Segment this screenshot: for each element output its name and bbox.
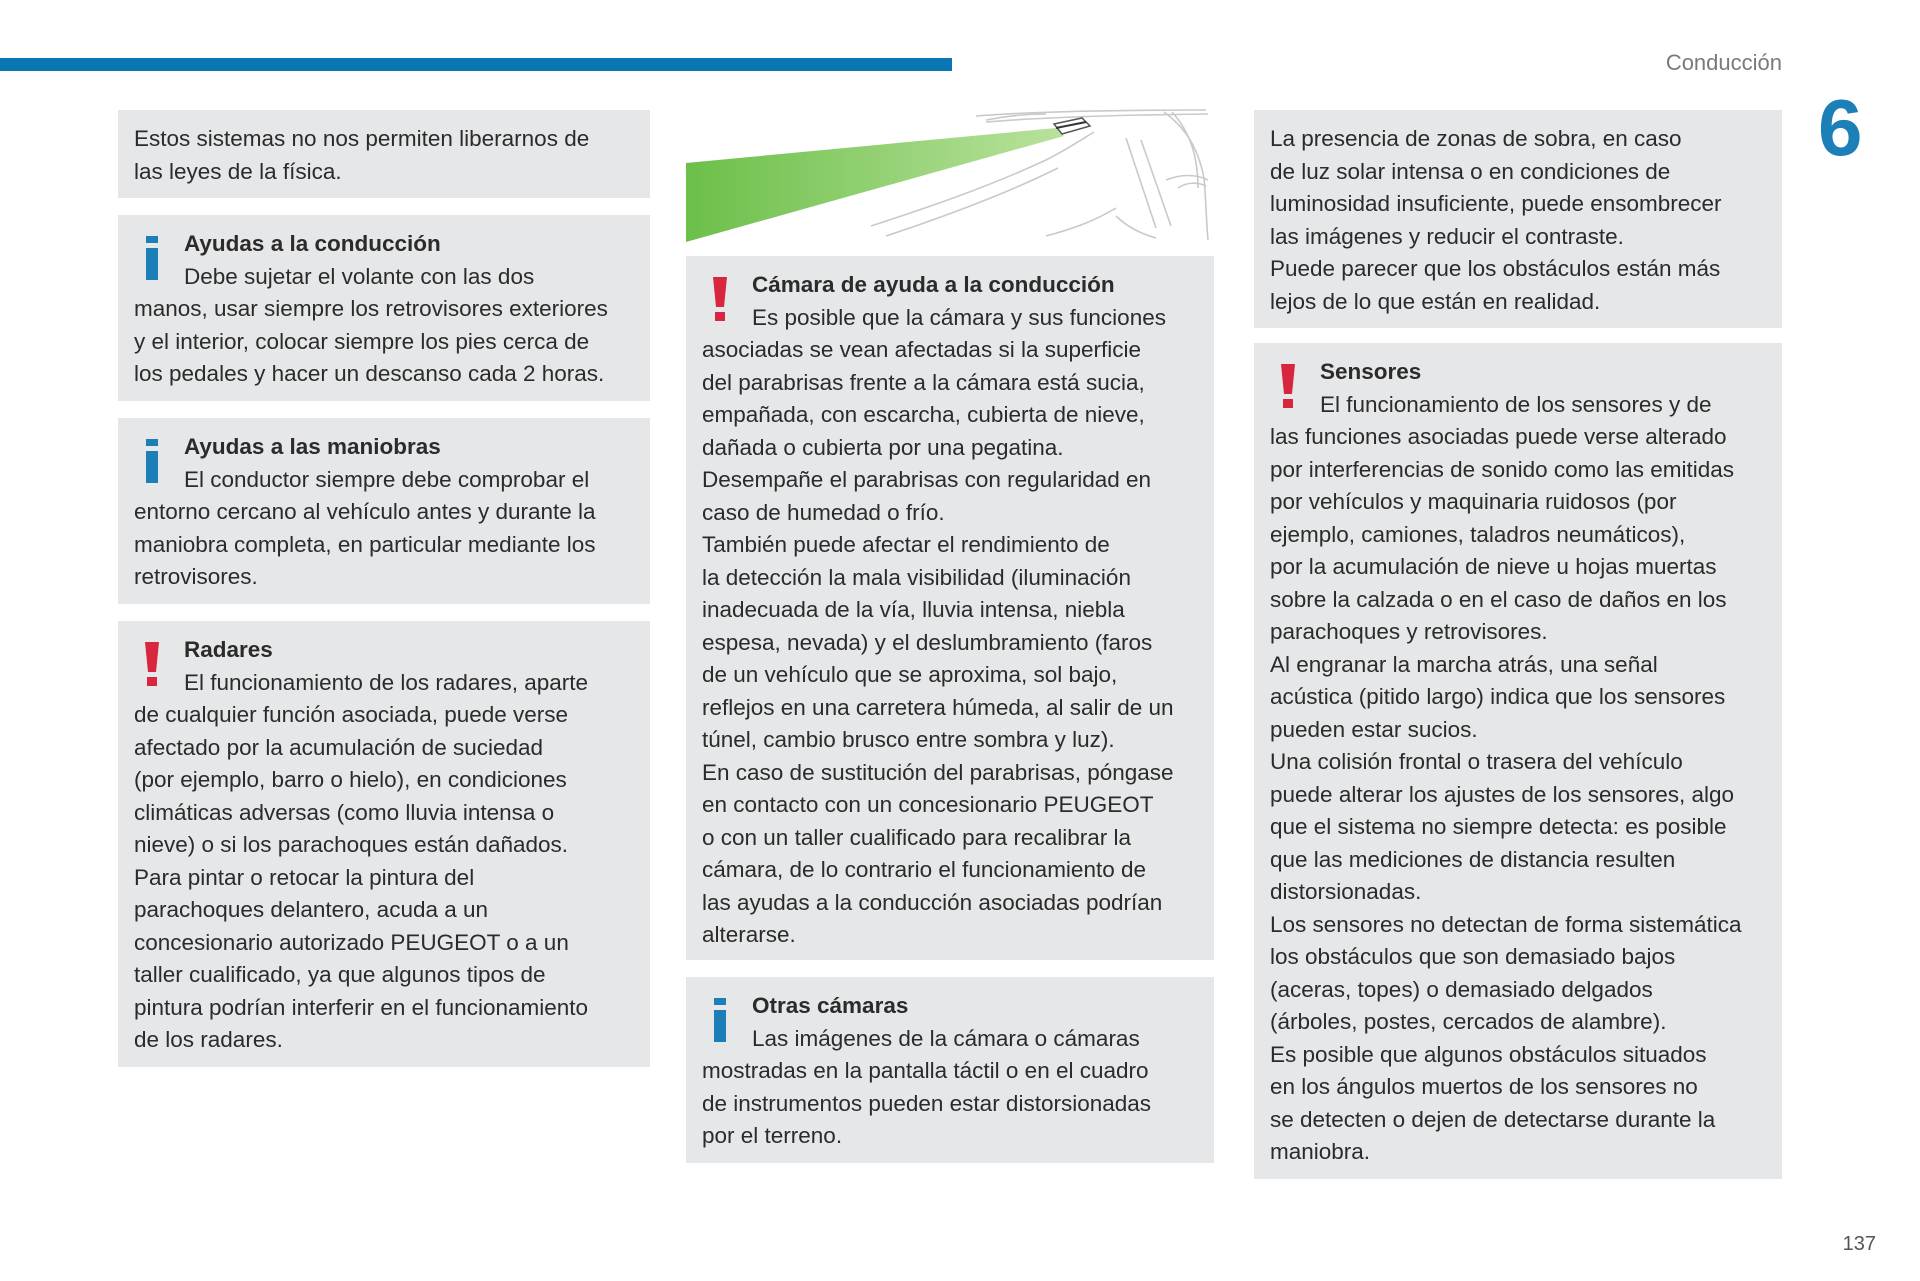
page-number: 137 [1842,1233,1876,1255]
note-physics-text: Estos sistemas no nos permiten liberarnos de las leyes de la física. [134,126,590,184]
driving-aids-text: manos, usar siempre los retrovisores exteriores y el interior, colocar siempre los pies cerca de los pedales y hacer un descanso cada 2 horas. [134,296,608,386]
camera-first-line: Es posible que la cámara y sus funciones [752,304,1166,330]
header-accent-bar [0,58,952,71]
camera-box [686,256,1214,960]
shadows-text: La presencia de zonas de sobra, en caso de luz solar intensa o en condiciones de luminosidad insuficiente, puede ensombrecer las imágenes y reducir el contraste. Puede parecer que los obstáculos están más lejos de lo que están en realidad. [1270,126,1722,314]
chapter-number: 6 [1818,83,1863,172]
warning-icon [710,274,730,324]
warning-icon [1278,361,1298,411]
note-physics-box [118,110,650,198]
driving-aids-first-line: Debe sujetar el volante con las dos [184,263,535,289]
radars-title: Radares [184,637,273,662]
windshield-camera-illustration [686,108,1212,242]
radars-box [118,621,650,1067]
maneuver-aids-box [118,418,650,604]
maneuver-aids-title: Ayudas a las maniobras [184,434,441,459]
other-cameras-title: Otras cámaras [752,993,909,1018]
shadows-box [1254,110,1782,328]
info-icon [142,233,162,283]
section-title: Conducción [1665,50,1782,75]
driving-aids-title: Ayudas a la conducción [184,231,441,256]
info-icon [142,436,162,486]
maneuver-aids-text: entorno cercano al vehículo antes y durante la maniobra completa, en particular mediante los retrovisores. [134,499,596,589]
camera-title: Cámara de ayuda a la conducción [752,272,1115,297]
other-cameras-box [686,977,1214,1163]
radars-first-line: El funcionamiento de los radares, aparte [184,669,588,695]
sensors-title: Sensores [1320,359,1422,384]
radars-text: de cualquier función asociada, puede verse afectado por la acumulación de suciedad (por ejemplo, barro o hielo), en condiciones climáticas adversas (como lluvia intensa o nieve) o si los parachoques están dañados. Para pintar o retocar la pintura del parachoques delantero, acuda a un concesionario autorizado PEUGEOT o a un taller cualificado, ya que algunos tipos de pintura podrían interferir en el funcionamiento de los radares. [134,702,589,1052]
driving-aids-box [118,215,650,401]
other-cameras-text: mostradas en la pantalla táctil o en el cuadro de instrumentos pueden estar distorsionadas por el terreno. [702,1058,1152,1148]
maneuver-aids-first-line: El conductor siempre debe comprobar el [184,466,590,492]
sensors-box [1254,343,1782,1179]
camera-text: asociadas se vean afectadas si la superficie del parabrisas frente a la cámara está sucia, empañada, con escarcha, cubierta de nieve, dañada o cubierta por una pegatina. Desempañe el parabrisas con regularidad en caso de humedad o frío. También puede afectar el rendimiento de la detección la mala visibilidad (iluminación inadecuada de la vía, lluvia intensa, niebla espesa, nevada) y el deslumbramiento (faros de un vehículo que se aproxima, sol bajo, reflejos en una carretera húmeda, al salir de un túnel, cambio brusco entre sombra y luz). En caso de sustitución del parabrisas, póngase en contacto con un concesionario PEUGEOT o con un taller cualificado para recalibrar la cámara, de lo contrario el funcionamiento de las ayudas a la conducción asociadas podrían alterarse. [702,337,1174,947]
sensors-text: las funciones asociadas puede verse alterado por interferencias de sonido como las emitidas por vehículos y maquinaria ruidosos (por ejemplo, camiones, taladros neumáticos), por la acumulación de nieve u hojas muertas sobre la calzada o en el caso de daños en los parachoques y retrovisores. Al engranar la marcha atrás, una señal acústica (pitido largo) indica que los sensores pueden estar sucios. Una colisión frontal o trasera del vehículo puede alterar los ajustes de los sensores, algo que el sistema no siempre detecta: es posible que las mediciones de distancia resulten distorsionadas. Los sensores no detectan de forma sistemática los obstáculos que son demasiado bajos (aceras, topes) o demasiado delgados (árboles, postes, cercados de alambre). Es posible que algunos obstáculos situados en los ángulos muertos de los sensores no se detecten o dejen de detectarse durante la maniobra. [1270,424,1742,1164]
other-cameras-first-line: Las imágenes de la cámara o cámaras [752,1025,1140,1051]
sensors-first-line: El funcionamiento de los sensores y de [1320,391,1712,417]
info-icon [710,995,730,1045]
warning-icon [142,639,162,689]
